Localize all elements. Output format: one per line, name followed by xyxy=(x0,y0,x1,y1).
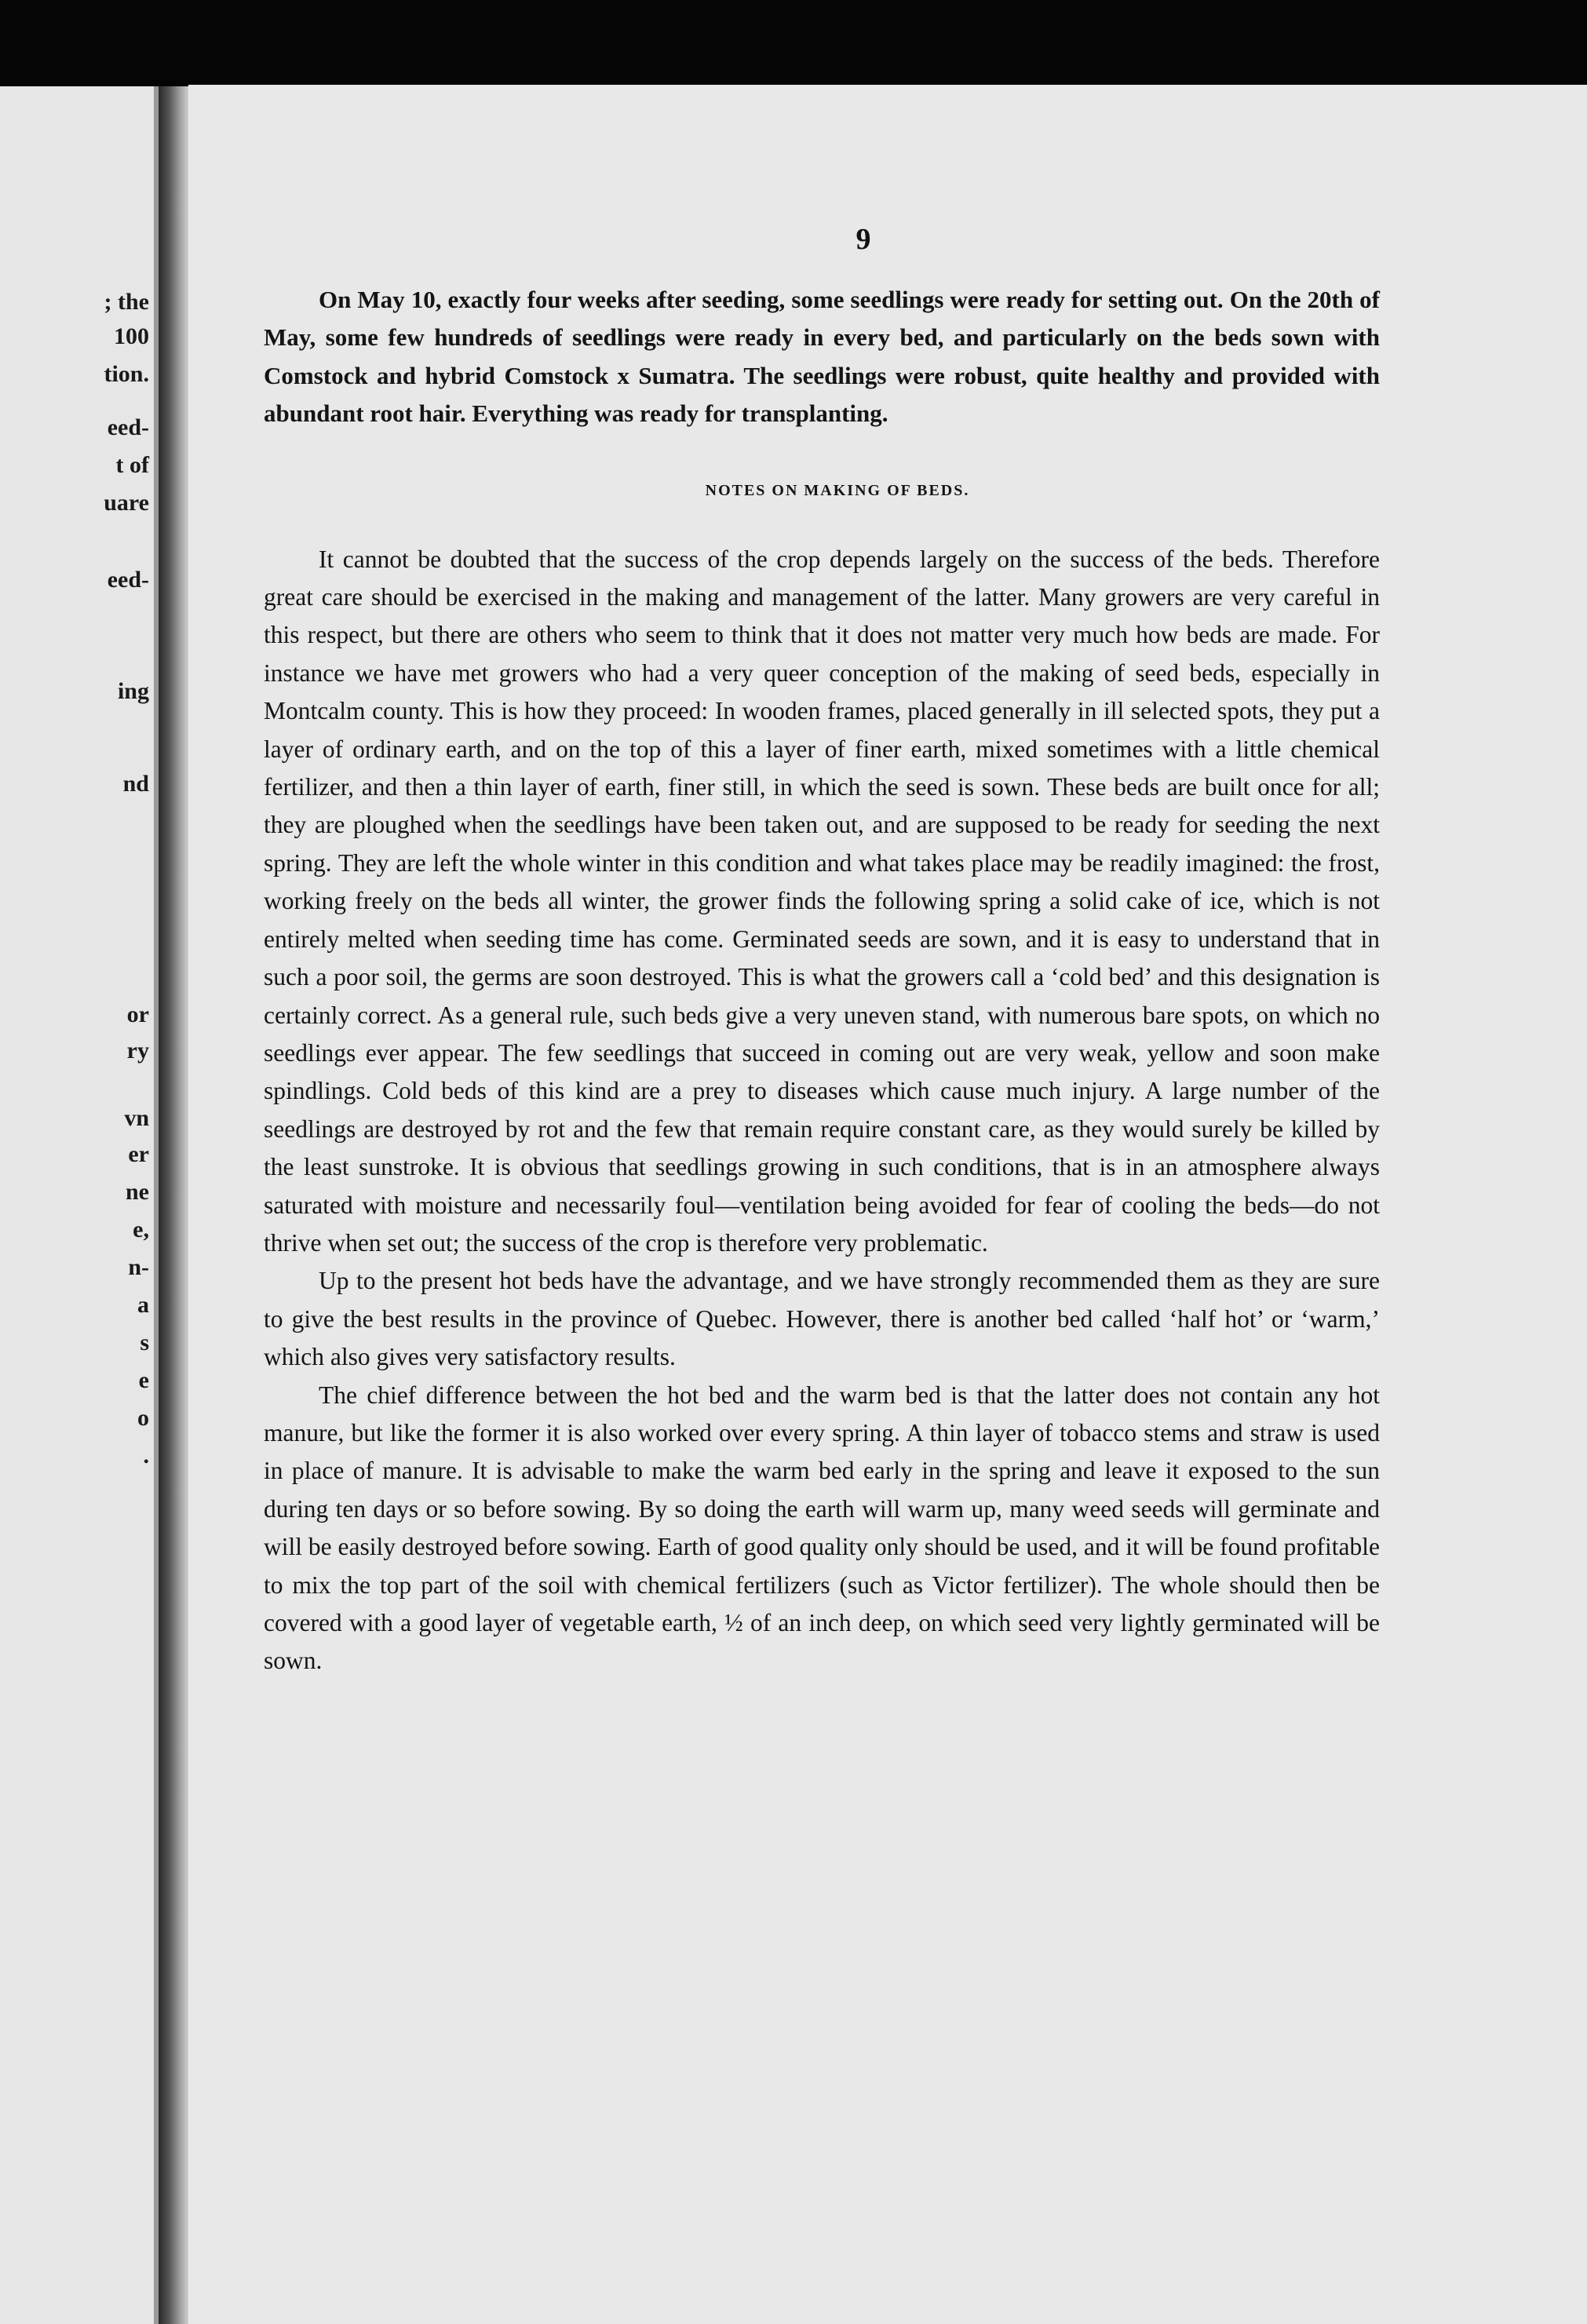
body-paragraph: Up to the present hot beds have the advantage, and we have strongly recommended them as they are sure to give the best results in the province of Quebec. However, there is another bed called ‘half hot’ or ‘warm,’ which also gives very satisfactory results. xyxy=(264,1267,1380,1371)
binding-gutter xyxy=(159,86,188,2324)
previous-page-fragment xyxy=(0,86,159,2324)
section-heading: NOTES ON MAKING OF BEDS. xyxy=(705,481,970,499)
fragment-line: vn xyxy=(124,1105,149,1131)
page xyxy=(188,85,1587,2324)
fragment-line: or xyxy=(126,1001,149,1027)
fragment-line: a xyxy=(137,1292,149,1318)
fragment-line: e, xyxy=(133,1217,149,1242)
fragment-line: uare xyxy=(104,490,149,516)
fragment-line: eed- xyxy=(107,414,149,440)
fragment-line: ry xyxy=(126,1038,149,1063)
fragment-line: . xyxy=(143,1443,149,1468)
fragment-line: s xyxy=(140,1330,149,1355)
fragment-line: eed- xyxy=(107,567,149,593)
fragment-line: ; the xyxy=(104,289,149,315)
text-column xyxy=(264,281,1380,1680)
fragment-line: tion. xyxy=(104,361,149,387)
fragment-line: nd xyxy=(122,771,149,797)
fragment-line: ne xyxy=(126,1179,149,1205)
fragment-line: o xyxy=(137,1405,149,1431)
body-paragraph: The chief difference between the hot bed and the warm bed is that the latter does not contain any hot manure, but like the former it is also worked over every spring. A thin layer of tobacco stems and straw is used in place of manure. It is advisable to make the warm bed early in the spring and leave it exposed to the sun during ten days or so before sowing. By so doing the earth will warm up, many weed seeds will germinate and will be easily destroyed before sowing. Earth of good quality only should be used, and it will be found profitable to mix the top part of the soil with chemical fertilizers (such as Victor fertilizer). The whole should then be covered with a good layer of vegetable earth, ½ of an inch deep, on which seed very lightly germinated will be sown. xyxy=(264,1381,1380,1675)
fragment-line: 100 xyxy=(114,323,149,349)
fragment-line: e xyxy=(138,1367,149,1393)
body-paragraph: It cannot be doubted that the success of the crop depends largely on the success of the beds. Therefore great care should be exercised in the making and management of the latter. Many growers are very careful in this respect, but there are others who seem to think that it does not matter very much how beds are made. For instance we have met growers who had a very queer conception of the making of seed beds, especially in Montcalm county. This is how they proceed: In wooden frames, placed generally in ill selected spots, they put a layer of ordinary earth, and on the top of this a layer of finer earth, mixed sometimes with a little chemical fertilizer, and then a thin layer of earth, finer still, in which the seed is sown. These beds are built once for all; they are ploughed when the seedlings have been taken out, and are supposed to be ready for seeding the next spring. They are left the whole winter in this condition and what takes place may be readily imagined: the frost, working freely on the beds all winter, the grower finds the following spring a solid cake of ice, which is not entirely melted when seeding time has come. Germinated seeds are sown, and it is easy to understand that in such a poor soil, the germs are soon destroyed. This is what the growers call a ‘cold bed’ and this designation is certainly correct. As a general rule, such beds give a very uneven stand, with numerous bare spots, on which no seedlings ever appear. The few seedlings that succeed in coming out are very weak, yellow and soon make spindlings. Cold beds of this kind are a prey to diseases which cause much injury. A large number of the seedlings are destroyed by rot and the few that remain require constant care, as they would surely be killed by the least sunstroke. It is obvious that seedlings growing in such conditions, that is in an atmosphere always saturated with moisture and necessarily foul—ventilation being avoided for fear of cooling the beds—do not thrive when set out; the success of the crop is therefore very problematic. xyxy=(264,545,1380,1257)
fragment-line: er xyxy=(128,1141,149,1167)
fragment-line: n- xyxy=(128,1254,149,1280)
fragment-line: t of xyxy=(115,452,149,478)
fragment-line: ing xyxy=(117,678,149,704)
page-number: 9 xyxy=(856,223,871,256)
intro-paragraph: On May 10, exactly four weeks after seeding, some seedlings were ready for setting out. On the 20th of May, some few hundreds of seedlings were ready in every bed, and particularly on the beds sown with Comstock and hybrid Comstock x Sumatra. The seedlings were robust, quite healthy and provided with abundant root hair. Everything was ready for transplanting. xyxy=(264,286,1380,428)
